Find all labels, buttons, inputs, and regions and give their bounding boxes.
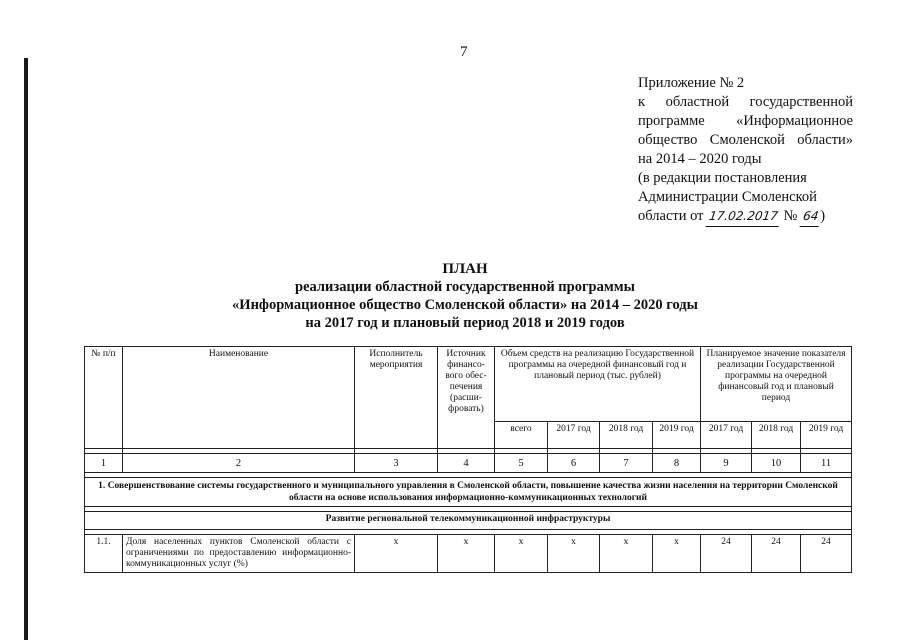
table-header-row (85, 347, 852, 422)
heading-title: ПЛАН (442, 261, 488, 277)
appendix-line: на 2014 – 2020 годы (638, 151, 762, 167)
row-year-2019: х (653, 535, 701, 573)
handwritten-date: 17.02.2017 (706, 207, 782, 227)
column-number: 4 (438, 454, 495, 473)
column-number-row (85, 454, 852, 473)
header-num: № п/п (85, 347, 123, 449)
left-margin-bar (24, 58, 28, 640)
heading-subtitle: «Информационное общество Смоленской области» на 2014 – 2020 годы (232, 297, 698, 313)
header-planned-2018: 2018 год (752, 422, 801, 449)
header-year-2017: 2017 год (548, 422, 600, 449)
closing-parenthesis: ) (820, 208, 826, 224)
header-executor: Исполнитель мероприятия (355, 347, 438, 449)
column-number: 5 (495, 454, 548, 473)
column-number: 1 (85, 454, 123, 473)
column-number: 11 (801, 454, 852, 473)
section-row (85, 478, 852, 507)
appendix-line: программе «Информационное (638, 113, 853, 129)
heading-subtitle: на 2017 год и плановый период 2018 и 2019 годов (305, 315, 625, 331)
row-executor: х (355, 535, 438, 573)
column-number: 2 (123, 454, 355, 473)
header-source: Источник финансо-вого обес-печения (расши-фровать) (438, 347, 495, 449)
appendix-resolution-line (638, 207, 853, 227)
row-planned-2019: 24 (801, 535, 852, 573)
header-planned: Планируемое значение показателя реализации Государственной программы на очередной финансовый год и плановый период (701, 347, 852, 422)
column-number: 10 (752, 454, 801, 473)
row-planned-2017: 24 (701, 535, 752, 573)
appendix-line: к областной государственной (638, 94, 853, 110)
appendix-block (638, 74, 853, 227)
table-row (85, 535, 852, 573)
row-year-2018: х (600, 535, 653, 573)
header-year-2018: 2018 год (600, 422, 653, 449)
heading-subtitle: реализации областной государственной программы (295, 279, 635, 295)
header-year-2019: 2019 год (653, 422, 701, 449)
appendix-line: Администрации Смоленской (638, 189, 817, 205)
header-total: всего (495, 422, 548, 449)
header-funds: Объем средств на реализацию Государственной программы на очередной финансовый год и плановый период (тыс. рублей) (495, 347, 701, 422)
appendix-date-prefix: области от (638, 208, 704, 224)
plan-table (84, 346, 852, 573)
row-planned-2018: 24 (752, 535, 801, 573)
section-title: 1. Совершенствование системы государственного и муниципального управления в Смоленской области, повышение качества жизни населения на территории Смоленской области на основе использования информационно-коммуникационных технологий (85, 478, 852, 507)
handwritten-number: 64 (800, 207, 822, 227)
row-total: х (495, 535, 548, 573)
column-number: 6 (548, 454, 600, 473)
row-name: Доля населенных пунктов Смоленской области с ограничениями по предоставлению информационно-коммуникационных услуг (%) (123, 535, 355, 573)
header-name: Наименование (123, 347, 355, 449)
header-planned-2019: 2019 год (801, 422, 852, 449)
column-number: 7 (600, 454, 653, 473)
column-number: 9 (701, 454, 752, 473)
page-number: 7 (460, 44, 468, 60)
document-heading (180, 260, 750, 332)
appendix-line: общество Смоленской области» (638, 132, 853, 148)
row-year-2017: х (548, 535, 600, 573)
appendix-title: Приложение № 2 (638, 75, 745, 91)
row-num: 1.1. (85, 535, 123, 573)
header-planned-2017: 2017 год (701, 422, 752, 449)
row-source: х (438, 535, 495, 573)
column-number: 8 (653, 454, 701, 473)
column-number: 3 (355, 454, 438, 473)
subsection-row (85, 512, 852, 530)
subsection-title: Развитие региональной телекоммуникационной инфраструктуры (85, 512, 852, 530)
number-sign: № (783, 208, 798, 224)
appendix-line: (в редакции постановления (638, 170, 807, 186)
